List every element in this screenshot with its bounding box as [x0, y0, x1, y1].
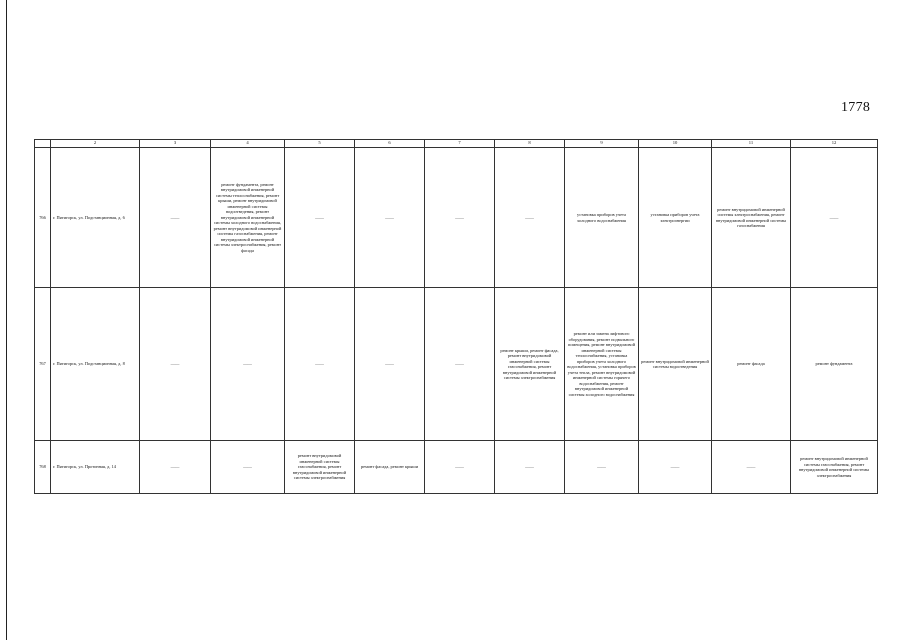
table-cell: ремонт внутридомовой инженерной системы электроснабжения, ремонт внутридомовой инженерной системы газоснабжения: [712, 148, 791, 288]
address-cell: г. Пятигорск, ул. Подстанционная, д. 8: [51, 288, 140, 441]
table-cell: ——: [495, 148, 565, 288]
column-number: 12: [791, 140, 878, 148]
address-cell: г. Пятигорск, ул. Подстанционная, д. 6: [51, 148, 140, 288]
table-cell: ——: [639, 441, 712, 494]
table-cell: установка приборов учета холодного водоснабжения: [565, 148, 639, 288]
column-number: 11: [712, 140, 791, 148]
row-number: 768: [35, 441, 51, 494]
table-cell: ——: [140, 288, 211, 441]
table-cell: ——: [211, 288, 285, 441]
column-number: 6: [355, 140, 425, 148]
table-cell: ——: [211, 441, 285, 494]
table-cell: ——: [565, 441, 639, 494]
page-number: 1778: [841, 100, 871, 115]
table-cell: ——: [140, 148, 211, 288]
table-cell: ремонт внутридомовой инженерной системы водоотведения: [639, 288, 712, 441]
table-row: [35, 441, 878, 494]
table-cell: установка приборов учета электроэнергии: [639, 148, 712, 288]
table-row: [35, 288, 878, 441]
column-number: 3: [140, 140, 211, 148]
column-number: 4: [211, 140, 285, 148]
column-number: [35, 140, 51, 148]
table-cell: ремонт фундамента, ремонт внутридомовой инженерной системы теплоснабжения, ремонт крыши, ремонт внутридомовой инженерной системы водоотведения, ремонт внутридомовой инженерной системы холодного водоснабжения, ремонт внутридомовой инженерной системы газоснабжения, ремонт внутридомовой инженерной системы электроснабжения, ремонт фасада: [211, 148, 285, 288]
table-cell: ——: [285, 288, 355, 441]
table-cell: ремонт внутридомовой инженерной системы газоснабжения, ремонт внутридомовой инженерной системы электроснабжения: [285, 441, 355, 494]
repair-schedule-table: [34, 139, 878, 494]
table-cell: ремонт фундамента: [791, 288, 878, 441]
column-number: 7: [425, 140, 495, 148]
row-number: 766: [35, 148, 51, 288]
column-number: 8: [495, 140, 565, 148]
address-cell: г. Пятигорск, ул. Протонная, д. 14: [51, 441, 140, 494]
page-left-rule: [6, 0, 7, 640]
table-cell: ——: [140, 441, 211, 494]
table-cell: ремонт внутридомовой инженерной системы газоснабжения, ремонт внутридомовой инженерной системы электроснабжения: [791, 441, 878, 494]
table-cell: ремонт фасада, ремонт крыши: [355, 441, 425, 494]
table-cell: ремонт крыши, ремонт фасада, ремонт внутридомовой инженерной системы газоснабжения, ремонт внутридомовой инженерной системы электроснабжения: [495, 288, 565, 441]
table-cell: ——: [495, 441, 565, 494]
table-cell: ——: [425, 441, 495, 494]
table-cell: ——: [425, 148, 495, 288]
table-cell: ——: [425, 288, 495, 441]
column-number-row: [35, 140, 878, 148]
table-cell: ремонт или замена лифтового оборудования, ремонт подвального помещения, ремонт внутридомовой инженерной системы теплоснабжения, установка приборов учета холодного водоснабжения, установка приборов учета тепла, ремонт внутридомовой инженерной системы горячего водоснабжения, ремонт внутридомовой инженерной системы холодного водоснабжения: [565, 288, 639, 441]
column-number: 5: [285, 140, 355, 148]
column-number: 10: [639, 140, 712, 148]
table-cell: ——: [791, 148, 878, 288]
table-cell: ——: [285, 148, 355, 288]
row-number: 767: [35, 288, 51, 441]
table-cell: ——: [355, 288, 425, 441]
column-number: 9: [565, 140, 639, 148]
table-cell: ——: [355, 148, 425, 288]
table-cell: ремонт фасада: [712, 288, 791, 441]
table-row: [35, 148, 878, 288]
table-cell: ——: [712, 441, 791, 494]
column-number: 2: [51, 140, 140, 148]
